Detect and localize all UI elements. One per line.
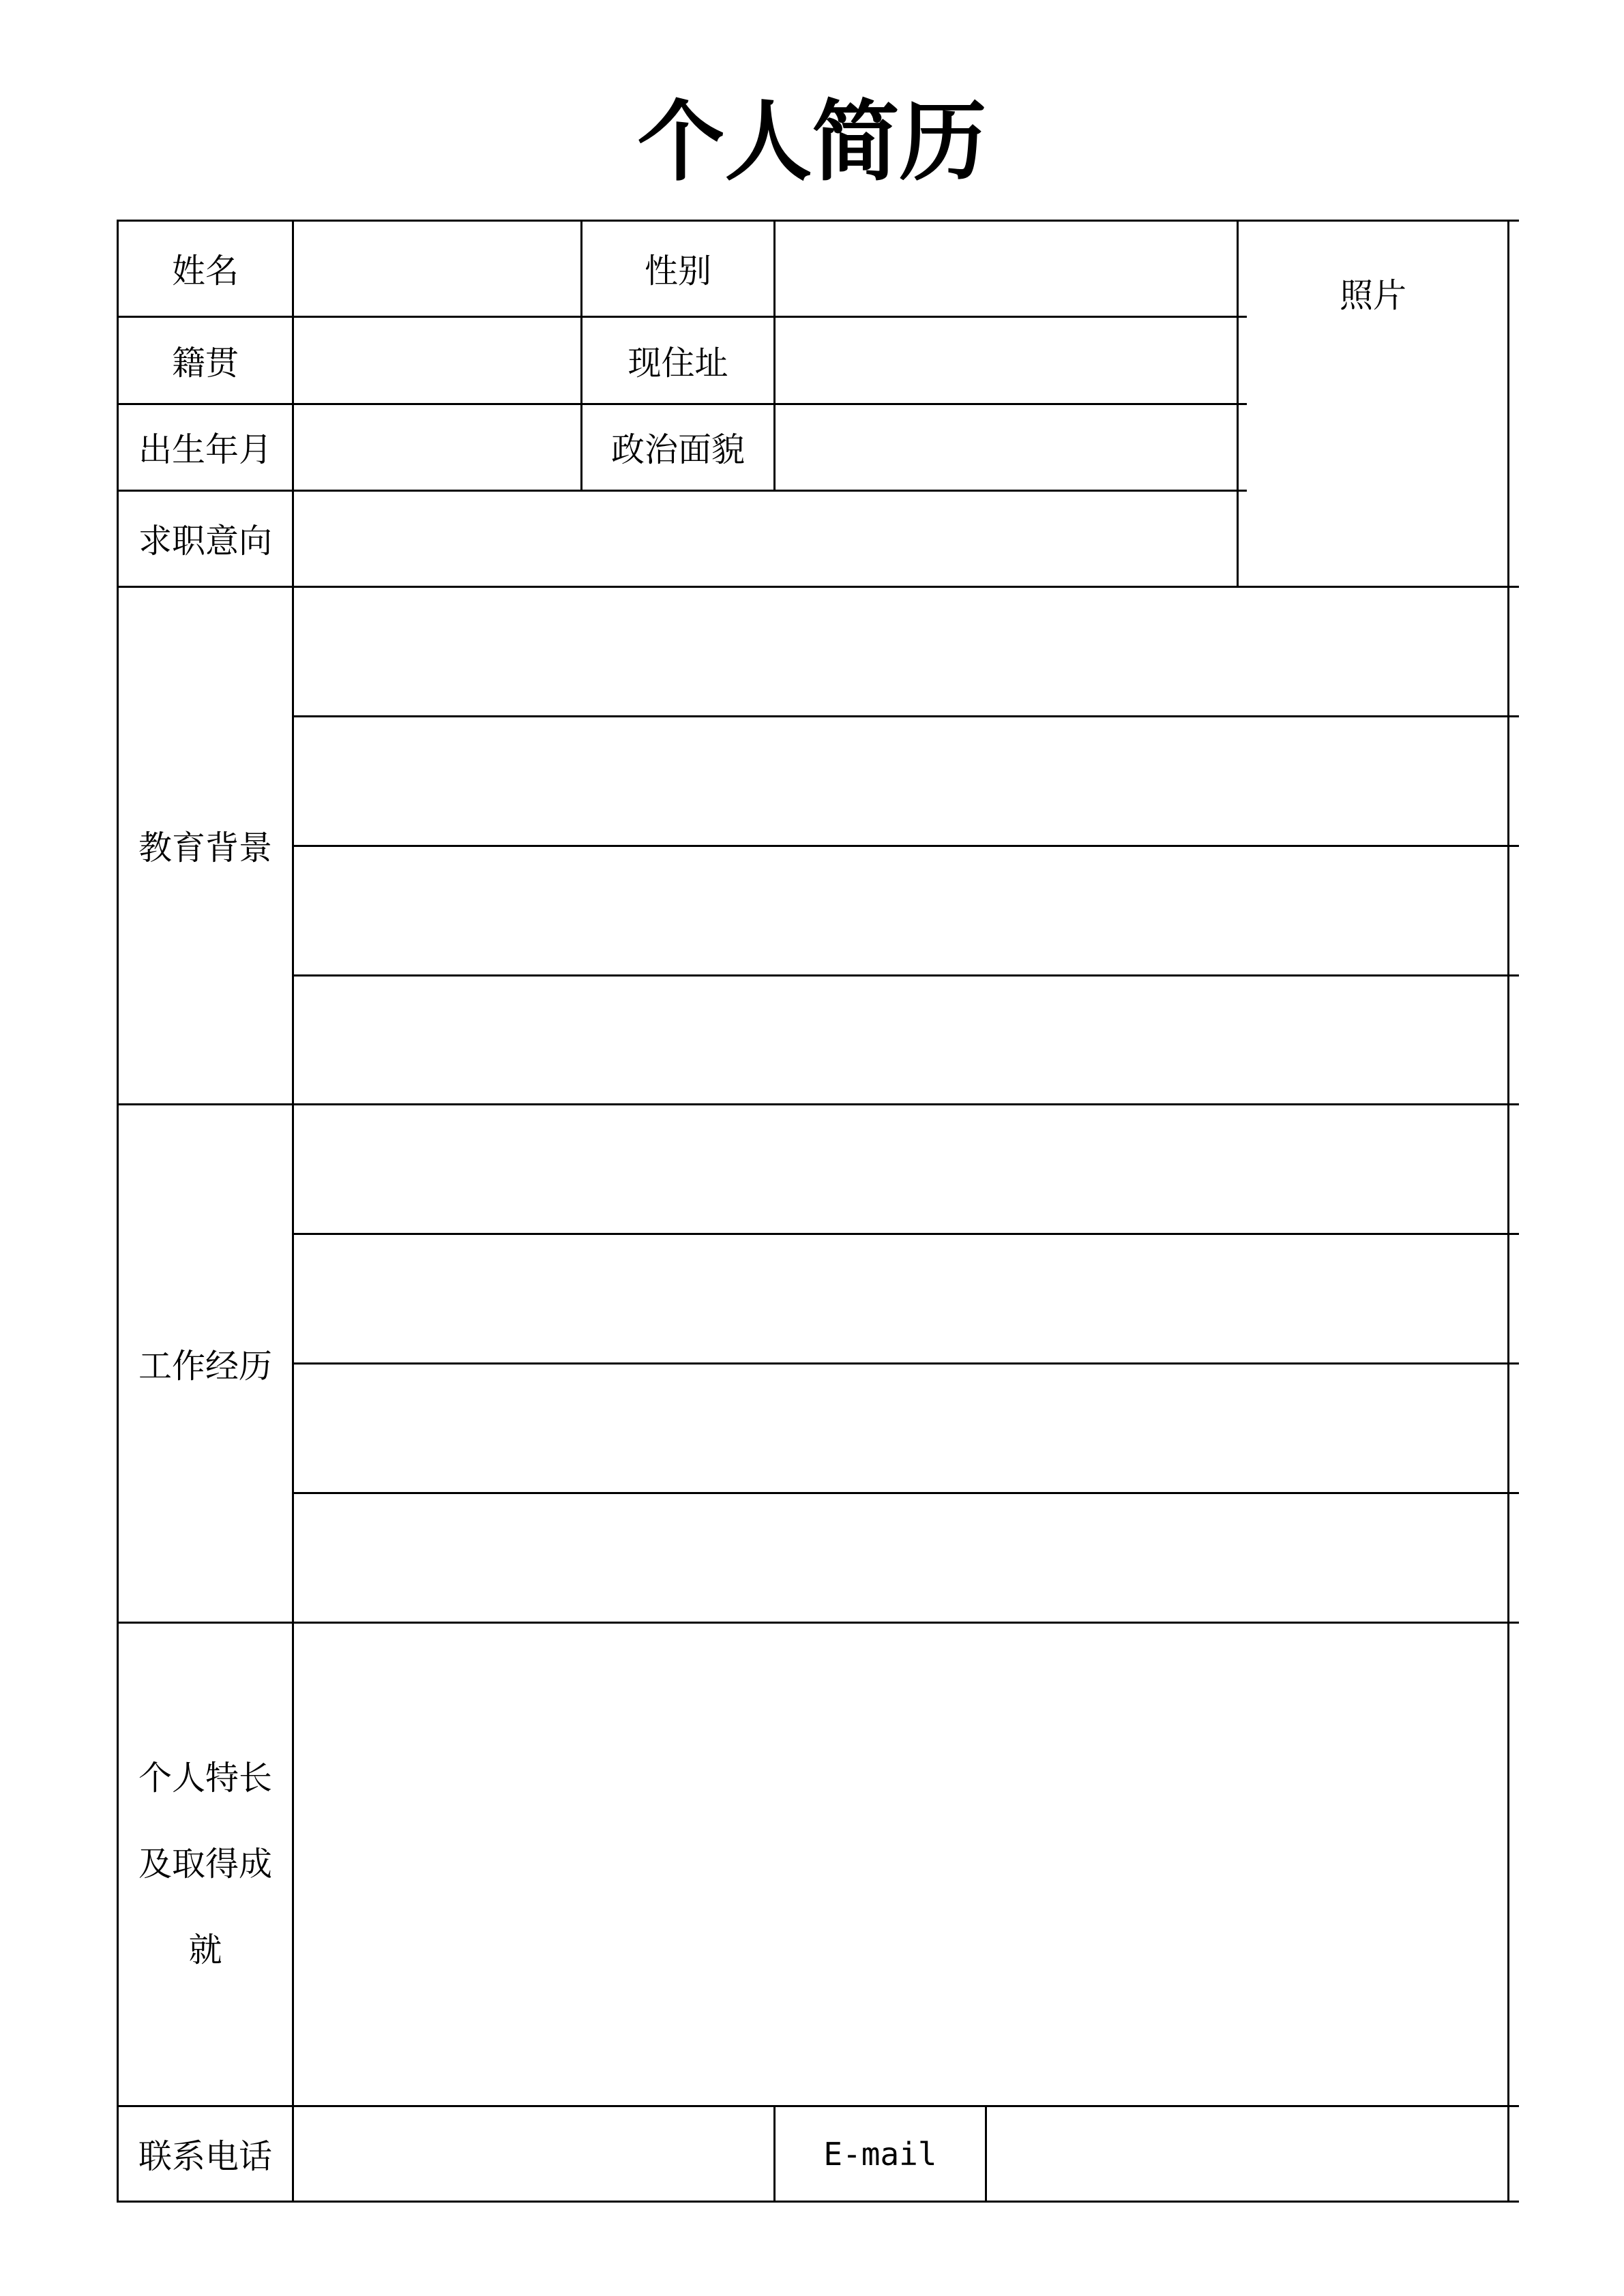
intention-field[interactable] — [294, 492, 1237, 586]
education-label: 教育背景 — [138, 829, 272, 867]
address-field[interactable] — [776, 318, 1237, 403]
intention-label: 求职意向 — [138, 522, 272, 561]
work-row[interactable] — [294, 1365, 1507, 1492]
table-line — [1507, 220, 1509, 2203]
education-row[interactable] — [294, 717, 1507, 845]
skills-label-line: 就 — [188, 1930, 222, 1969]
education-row[interactable] — [294, 847, 1507, 974]
birth-field[interactable] — [294, 405, 580, 490]
education-row[interactable] — [294, 588, 1507, 715]
address-label: 现住址 — [628, 343, 728, 383]
skills-label-line: 个人特长 — [138, 1759, 272, 1798]
education-row[interactable] — [294, 976, 1507, 1103]
page-title: 个人简历 — [637, 91, 987, 193]
native-place-label: 籍贯 — [171, 343, 239, 383]
gender-field[interactable] — [776, 222, 1237, 316]
skills-label-line: 及取得成 — [138, 1845, 272, 1883]
political-field[interactable] — [776, 405, 1237, 490]
name-field[interactable] — [294, 222, 580, 316]
email-label: E-mail — [823, 2135, 937, 2173]
photo-box[interactable] — [1239, 365, 1507, 586]
native-place-field[interactable] — [294, 318, 580, 403]
name-label: 姓名 — [171, 252, 239, 290]
work-row[interactable] — [294, 1235, 1507, 1362]
skills-field[interactable] — [294, 1624, 1507, 2105]
photo-label: 照片 — [1339, 276, 1406, 315]
table-line — [117, 2201, 1519, 2203]
phone-label: 联系电话 — [138, 2136, 272, 2176]
skills-label — [119, 1624, 292, 2105]
phone-field[interactable] — [294, 2107, 773, 2201]
work-row[interactable] — [294, 1494, 1507, 1622]
work-row[interactable] — [294, 1105, 1507, 1233]
work-label: 工作经历 — [138, 1346, 272, 1386]
gender-label: 性别 — [644, 252, 711, 290]
birth-label: 出生年月 — [138, 430, 272, 469]
political-label: 政治面貌 — [610, 430, 745, 469]
email-field[interactable] — [987, 2107, 1507, 2201]
